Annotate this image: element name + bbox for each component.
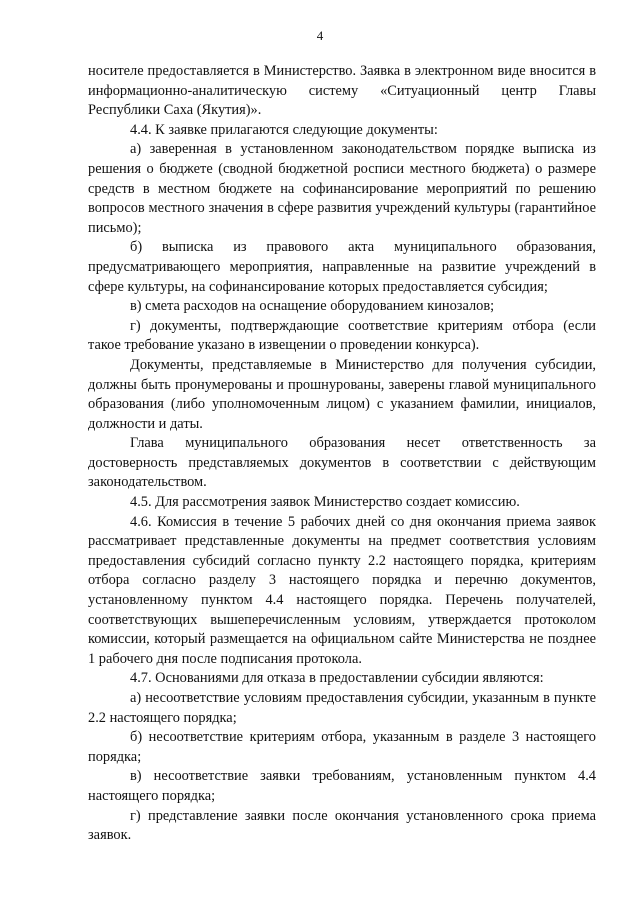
paragraph-4-4-g: г) документы, подтверждающие соответствие критериям отбора (если такое требование указано в извещении о проведении конкурса). [88, 317, 596, 354]
paragraph-documents-requirements: Документы, представляемые в Министерство для получения субсидии, должны быть пронумерованы и прошнурованы, заверены главой муниципального образования (либо уполномоченным лицом) с указанием фамилии, инициалов, должности и даты. [88, 356, 596, 432]
paragraph-4-7-g: г) представление заявки после окончания установленного срока приема заявок. [88, 807, 596, 844]
page-number: 4 [316, 28, 324, 43]
paragraph-4-4-heading: 4.4. К заявке прилагаются следующие документы: [130, 121, 438, 138]
paragraph-4-7-a: а) несоответствие условиям предоставления субсидии, указанным в пункте 2.2 настоящего порядка; [88, 690, 596, 726]
paragraph-4-4-v: в) смета расходов на оснащение оборудованием кинозалов; [130, 298, 495, 315]
paragraph-4-4-b: б) выписка из правового акта муниципального образования, предусматривающего мероприятия, направленные на развитие учреждений в сфере культуры, на софинансирование которых предоставляется субсидия; [88, 239, 596, 295]
paragraph-4-7-b: б) несоответствие критериям отбора, указанным в разделе 3 настоящего порядка; [88, 729, 596, 765]
document-body [88, 62, 596, 846]
paragraph-4-6: 4.6. Комиссия в течение 5 рабочих дней со дня окончания приема заявок рассматривает представленные документы на предмет соответствия условиям предоставления субсидий согласно пункту 2.2 настоящего порядка, критериям отбора согласно разделу 3 настоящего порядка и перечню документов, установленному пунктом 4.4 настоящего порядка. Перечень получателей, соответствующих вышеперечисленным условиям, утверждается протоколом комиссии, который размещается на официальном сайте Министерства не позднее 1 рабочего дня после подписания протокола. [88, 513, 596, 667]
paragraph-continuation: носителе предоставляется в Министерство. Заявка в электронном виде вносится в информационно-аналитическую систему «Ситуационный центр Главы Республики Саха (Якутия)». [88, 63, 596, 119]
paragraph-4-4-a: а) заверенная в установленном законодательством порядке выписка из решения о бюджете (сводной бюджетной росписи местного бюджета) о размере средств в местном бюджете на софинансирование мероприятий по решению вопросов местного значения в сфере развития учреждений культуры (гарантийное письмо); [88, 141, 596, 236]
paragraph-4-7-heading: 4.7. Основаниями для отказа в предоставлении субсидии являются: [130, 670, 544, 687]
paragraph-4-7-v: в) несоответствие заявки требованиям, установленным пунктом 4.4 настоящего порядка; [88, 768, 596, 804]
paragraph-4-5: 4.5. Для рассмотрения заявок Министерство создает комиссию. [130, 494, 520, 511]
paragraph-responsibility: Глава муниципального образования несет ответственность за достоверность представляемых документов в соответствии с действующим законодательством. [88, 435, 596, 491]
